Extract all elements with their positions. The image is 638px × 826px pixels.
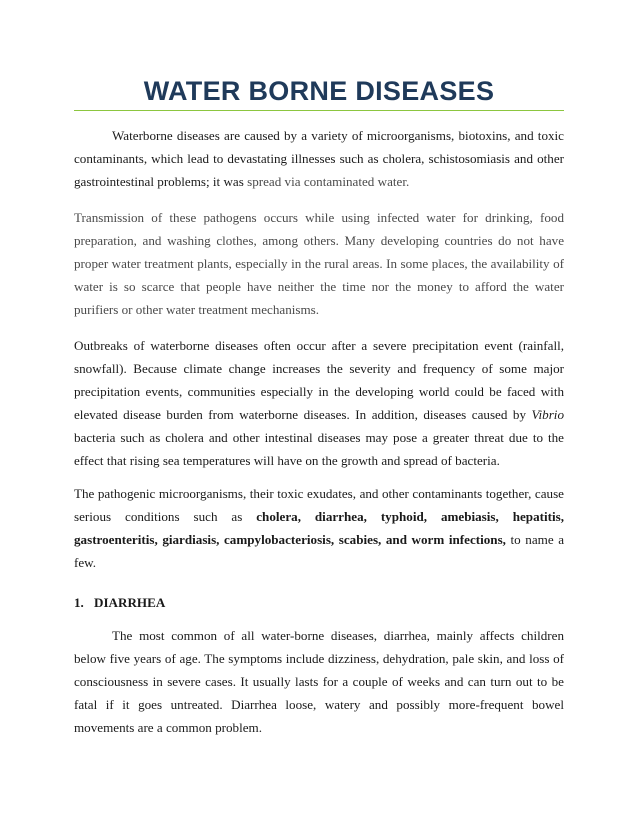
spacer — [74, 614, 564, 624]
paragraph-outbreaks — [74, 334, 564, 472]
paragraph-diarrhea: The most common of all water-borne diseases, diarrhea, mainly affects children below five years of age. The symptoms include dizziness, dehydration, pale skin, and loss of consciousness in severe cases. It usually lasts for a couple of weeks and can turn out to be fatal if it goes untreated. Diarrhea loose, watery and possibly more-frequent bowel movements are a common problem. — [74, 628, 564, 735]
paragraph-pathogens-text-a: The pathogenic microorganisms, their toxic exudates, and other contaminants together, cause serious conditions such as — [74, 486, 564, 524]
paragraph-transmission: Transmission of these pathogens occurs while using infected water for drinking, food preparation, and washing clothes, among others. Many developing countries do not have proper water treatment plants, especially in the rural areas. In some places, the availability of water is so scarce that people have neither the time nor the money to afford the water purifiers or other water treatment mechanisms. — [74, 210, 564, 317]
paragraph-pathogens-text-b: to name a few. — [74, 532, 565, 570]
spacer — [74, 193, 564, 206]
spacer — [74, 321, 564, 334]
paragraph-intro — [74, 124, 564, 193]
paragraph-outbreaks-italic: Vibrio — [531, 407, 564, 422]
title-underline — [74, 110, 564, 111]
section-number: 1. — [74, 595, 84, 610]
document-body — [74, 124, 564, 739]
paragraph-outbreaks-text-b: bacteria such as cholera and other intestinal diseases may pose a greater threat due to the effect that rising sea temperatures will have on the growth and spread of bacteria. — [74, 430, 564, 468]
paragraph-intro-tail: spread via contaminated water. — [247, 174, 410, 189]
paragraph-pathogens-bold: cholera, diarrhea, typhoid, amebiasis, hepatitis, gastroenteritis, giardiasis, campylobacteriosis, scabies, and worm infections, — [74, 509, 564, 547]
spacer — [74, 574, 564, 591]
spacer — [74, 472, 564, 482]
page-title: WATER BORNE DISEASES — [143, 76, 495, 106]
section-heading-diarrhea — [74, 591, 564, 614]
paragraph-outbreaks-text-a: Outbreaks of waterborne diseases often occur after a severe precipitation event (rainfall, snowfall). Because climate change increases the severity and frequency of some major precipitation events, communities especially in the developing world could be faced with elevated disease burden from waterborne diseases. In addition, diseases caused by — [74, 338, 564, 422]
paragraph-intro-text: Waterborne diseases are caused by a variety of microorganisms, biotoxins, and toxic contaminants, which lead to devastating illnesses such as cholera, schistosomiasis and other gastrointestinal problems; it was — [74, 128, 564, 189]
paragraph-pathogens — [74, 482, 564, 574]
section-heading-text: DIARRHEA — [94, 595, 166, 610]
